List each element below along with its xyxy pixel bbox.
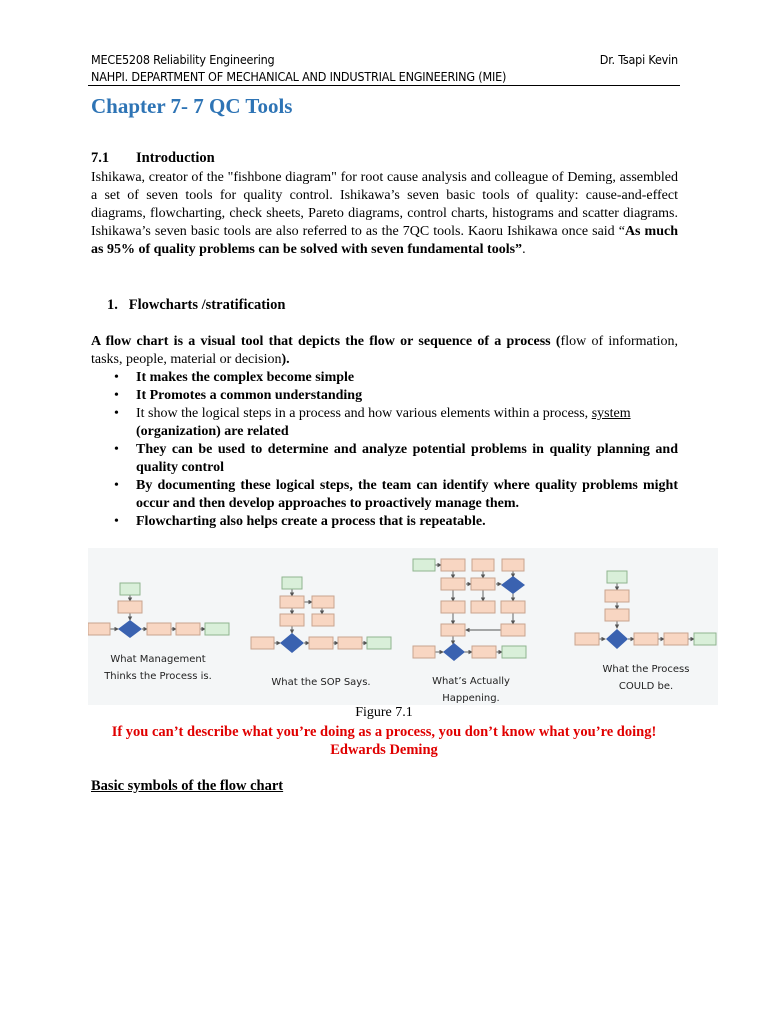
panel-label: Thinks the Process is. [104,671,212,682]
list-item [91,405,678,441]
panel-label: What the Process [602,664,690,675]
author-name: Dr. Tsapi Kevin [599,52,678,67]
bullet-text: It makes the complex become simple [136,370,355,385]
bullet-text-bold: (organization) are related [136,424,289,439]
list-item [91,513,678,531]
section-number: 7.1 [91,150,110,166]
bullet-icon: • [114,406,119,421]
department-name: NAHPI. DEPARTMENT OF MECHANICAL AND INDUSTRIAL ENGINEERING (MIE) [91,69,507,84]
panel-label: Happening. [442,693,500,704]
quote-author: Edwards Deming [330,742,438,758]
panel-label: What Management [110,654,206,665]
list-item [91,477,678,513]
panel-sop-view [251,577,391,688]
panel-improved-view [575,571,716,692]
bullet-icon: • [114,478,119,493]
panel-label: COULD be. [618,681,674,692]
bullet-text: They can be used to determine and analyze potential problems in quality planning and quality control [136,442,678,475]
subheading: Basic symbols of the flow chart [91,778,284,794]
bullet-list [91,369,678,531]
bullet-text: It Promotes a common understanding [136,388,363,403]
definition-bold: A flow chart is a visual tool that depicts the flow or sequence of a process [91,334,551,349]
item-title: Flowcharts /stratification [128,297,286,313]
chapter-title: Chapter 7- 7 QC Tools [91,94,293,118]
flowchart-comparison-figure [88,548,718,705]
list-item-heading [107,297,285,314]
panel-label: What the SOP Says. [271,677,371,688]
figure-caption: Figure 7.1 [355,705,413,720]
panel-label: What’s Actually [432,676,510,687]
intro-quote: As much as 95% of quality problems can be solved with seven fundamental tools” [91,224,678,257]
bullet-icon: • [114,514,119,529]
course-title: MECE5208 Reliability Engineering [91,52,275,67]
intro-end: . [522,242,526,257]
flowchart-definition [91,333,678,369]
panel-management-view [88,583,229,682]
bullet-icon: • [114,370,119,385]
running-header [91,52,678,68]
section-heading [91,150,215,167]
intro-text: Ishikawa, creator of the "fishbone diagram" for root cause analysis and colleague of Deming, assembled a set of seven tools for quality control. Ishikawa’s seven basic tools of quality: cause-and-effect diagrams, flowcharting, check sheets, Pareto diagrams, control charts, histograms and scatter diagrams. Ishikawa’s seven basic tools are also referred to as the 7QC tools. Kaoru Ishikawa once said “ [91,170,678,239]
bullet-icon: • [114,388,119,403]
intro-paragraph [91,169,678,259]
header-rule [88,85,680,86]
section-title: Introduction [136,150,215,166]
bullet-text: Flowcharting also helps create a process that is repeatable. [136,514,486,529]
underlined-term: system [591,406,631,421]
bullet-text: It show the logical steps in a process and how various elements within a process, [136,406,592,421]
panel-actual-view [413,559,526,704]
list-item [91,387,678,405]
quote-text: If you can’t describe what you’re doing as a process, you don’t know what you’re doing! [111,724,657,740]
list-item [91,441,678,477]
definition-paren: ( [550,334,561,349]
definition-close: ). [281,352,290,367]
bullet-icon: • [114,442,119,457]
bullet-text: By documenting these logical steps, the team can identify where quality problems might occur and then develop approaches to proactively manage them. [136,478,678,511]
list-item [91,369,678,387]
definition-normal: flow of information, tasks, people, material or decision [91,334,678,367]
item-number: 1. [107,297,118,313]
deming-quote [0,723,768,759]
figure-7-1 [88,548,718,705]
